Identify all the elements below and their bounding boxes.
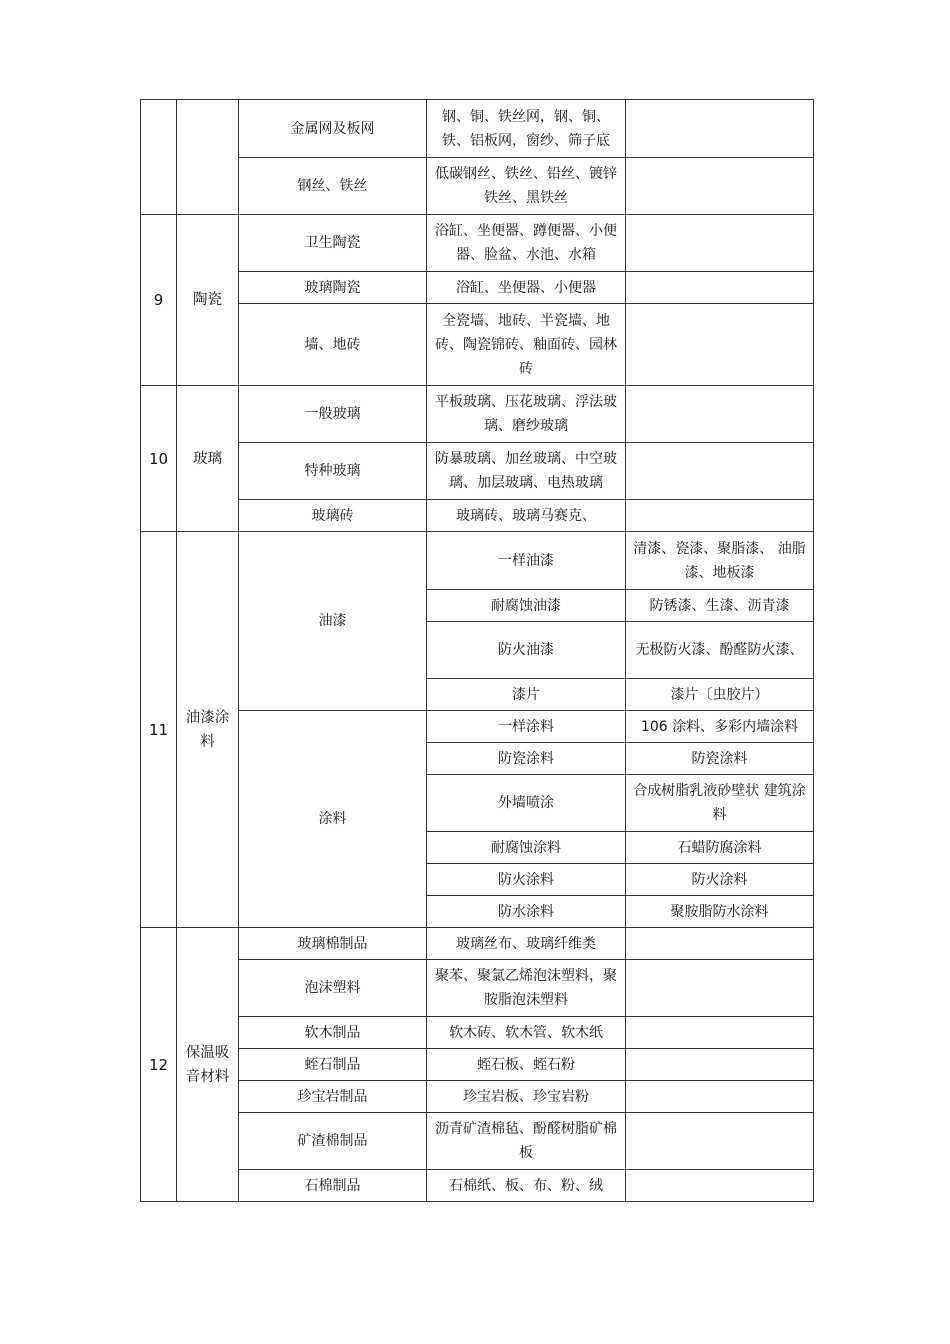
extra-cell [626, 1017, 814, 1049]
group-number-cell [141, 100, 177, 215]
extra-cell [626, 500, 814, 532]
items-cell: 石棉纸、板、布、粉、绒 [427, 1170, 626, 1202]
category-cell: 保温吸音材料 [177, 928, 239, 1202]
items-cell: 玻璃砖、玻璃马赛克、 [427, 500, 626, 532]
subcategory-cell: 蛭石制品 [239, 1049, 427, 1081]
subcategory-cell: 油漆 [239, 532, 427, 711]
subcategory-cell: 泡沫塑料 [239, 960, 427, 1017]
extra-cell [626, 1170, 814, 1202]
materials-table [140, 99, 814, 1202]
table-row [141, 711, 814, 743]
extra-cell [626, 272, 814, 304]
type-cell: 防火油漆 [427, 622, 626, 679]
subcategory-cell: 一般玻璃 [239, 386, 427, 443]
table-row [141, 386, 814, 443]
table-row [141, 272, 814, 304]
extra-cell [626, 1081, 814, 1113]
table-row [141, 100, 814, 158]
items-cell: 浴缸、坐便器、小便器 [427, 272, 626, 304]
subcategory-cell: 卫生陶瓷 [239, 215, 427, 272]
table-row [141, 1113, 814, 1170]
subcategory-cell: 涂料 [239, 711, 427, 928]
items-cell: 玻璃丝布、玻璃纤维类 [427, 928, 626, 960]
extra-cell [626, 443, 814, 500]
table-row [141, 928, 814, 960]
items-cell: 蛭石板、蛭石粉 [427, 1049, 626, 1081]
items-cell: 钢、铜、铁丝网，钢、铜、铁、铝板网，窗纱、筛子底 [427, 100, 626, 158]
subcategory-cell: 金属网及板网 [239, 100, 427, 158]
items-cell: 合成树脂乳液砂壁状 建筑涂料 [626, 775, 814, 832]
subcategory-cell: 玻璃棉制品 [239, 928, 427, 960]
extra-cell [626, 215, 814, 272]
extra-cell [626, 100, 814, 158]
items-cell: 聚苯、聚氯乙烯泡沫塑料，聚胺脂泡沫塑料 [427, 960, 626, 1017]
type-cell: 防火涂料 [427, 864, 626, 896]
group-number-cell: 11 [141, 532, 177, 928]
type-cell: 耐腐蚀涂料 [427, 832, 626, 864]
type-cell: 一样油漆 [427, 532, 626, 590]
type-cell: 外墙喷涂 [427, 775, 626, 832]
category-cell: 陶瓷 [177, 215, 239, 386]
subcategory-cell: 玻璃陶瓷 [239, 272, 427, 304]
type-cell: 漆片 [427, 679, 626, 711]
items-cell: 防锈漆、生漆、沥青漆 [626, 590, 814, 622]
subcategory-cell: 珍宝岩制品 [239, 1081, 427, 1113]
type-cell: 耐腐蚀油漆 [427, 590, 626, 622]
items-cell: 平板玻璃、压花玻璃、浮法玻璃、磨纱玻璃 [427, 386, 626, 443]
items-cell: 无极防火漆、酚醛防火漆、 [626, 622, 814, 679]
items-cell: 防暴玻璃、加丝玻璃、中空玻璃、加层玻璃、电热玻璃 [427, 443, 626, 500]
items-cell: 全瓷墙、地砖、半瓷墙、地砖、陶瓷锦砖、釉面砖、园林砖 [427, 304, 626, 386]
table-row [141, 304, 814, 386]
extra-cell [626, 1113, 814, 1170]
type-cell: 防水涂料 [427, 896, 626, 928]
table-row [141, 158, 814, 215]
subcategory-cell: 软木制品 [239, 1017, 427, 1049]
items-cell: 防火涂料 [626, 864, 814, 896]
subcategory-cell: 墙、地砖 [239, 304, 427, 386]
group-number-cell: 12 [141, 928, 177, 1202]
table-row [141, 500, 814, 532]
items-cell: 软木砖、软木管、软木纸 [427, 1017, 626, 1049]
subcategory-cell: 钢丝、铁丝 [239, 158, 427, 215]
subcategory-cell: 特种玻璃 [239, 443, 427, 500]
table-row [141, 1017, 814, 1049]
table-row [141, 215, 814, 272]
group-number-cell: 10 [141, 386, 177, 532]
items-cell: 漆片〔虫胶片） [626, 679, 814, 711]
category-cell [177, 100, 239, 215]
table-row [141, 1170, 814, 1202]
table-row [141, 443, 814, 500]
extra-cell [626, 960, 814, 1017]
table-row [141, 1081, 814, 1113]
items-cell: 清漆、瓷漆、聚脂漆、 油脂漆、地板漆 [626, 532, 814, 590]
category-cell: 油漆涂料 [177, 532, 239, 928]
subcategory-cell: 玻璃砖 [239, 500, 427, 532]
items-cell: 防瓷涂料 [626, 743, 814, 775]
items-cell: 珍宝岩板、珍宝岩粉 [427, 1081, 626, 1113]
extra-cell [626, 386, 814, 443]
type-cell: 防瓷涂料 [427, 743, 626, 775]
items-cell: 沥青矿渣棉毡、酚醛树脂矿棉板 [427, 1113, 626, 1170]
items-cell: 106 涂料、多彩内墙涂料 [626, 711, 814, 743]
subcategory-cell: 矿渣棉制品 [239, 1113, 427, 1170]
extra-cell [626, 158, 814, 215]
category-cell: 玻璃 [177, 386, 239, 532]
items-cell: 浴缸、坐便器、蹲便器、小便器、脸盆、水池、水箱 [427, 215, 626, 272]
items-cell: 聚胺脂防水涂料 [626, 896, 814, 928]
items-cell: 石蜡防腐涂料 [626, 832, 814, 864]
table-row [141, 1049, 814, 1081]
extra-cell [626, 304, 814, 386]
subcategory-cell: 石棉制品 [239, 1170, 427, 1202]
table-row [141, 532, 814, 590]
table-row [141, 960, 814, 1017]
group-number-cell: 9 [141, 215, 177, 386]
items-cell: 低碳钢丝、铁丝、铅丝、镀锌铁丝、黑铁丝 [427, 158, 626, 215]
extra-cell [626, 928, 814, 960]
type-cell: 一样涂料 [427, 711, 626, 743]
extra-cell [626, 1049, 814, 1081]
